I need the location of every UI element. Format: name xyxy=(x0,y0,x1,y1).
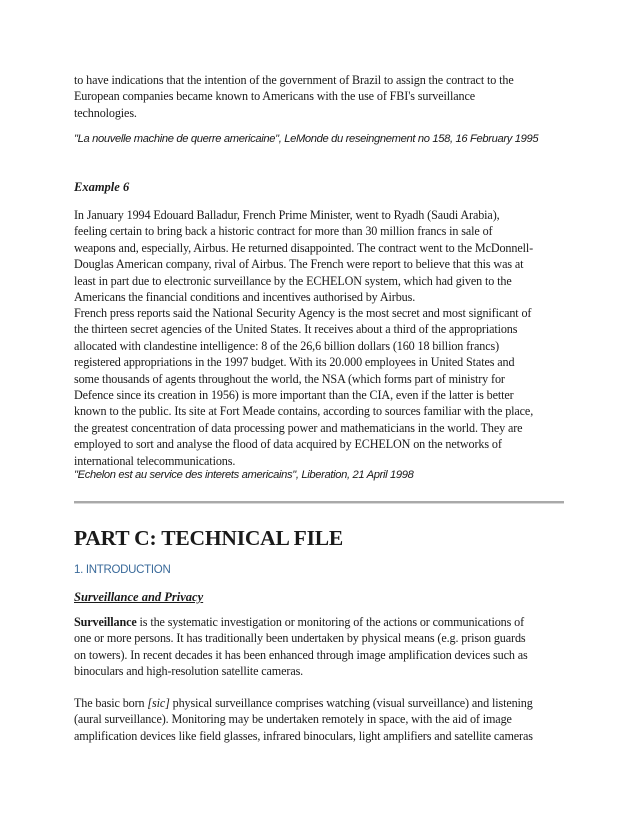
paragraph-surveillance xyxy=(74,614,566,680)
source-citation-lemonde xyxy=(74,132,566,146)
text-line: feeling certain to bring back a historic contract for more than 30 million francs in sale of xyxy=(74,224,493,239)
subheading-text: Surveillance and Privacy xyxy=(74,590,204,604)
text-span: The basic born xyxy=(74,696,148,710)
paragraph-balladur xyxy=(74,207,566,305)
text-line: technologies. xyxy=(74,105,137,120)
source-citation-liberation xyxy=(74,468,566,482)
paragraph-basic-surveillance xyxy=(74,695,566,744)
paragraph-nsa xyxy=(74,305,566,469)
text-line: registered appropriations in the 1997 budget. With its 20.000 employees in United States and xyxy=(74,355,515,370)
part-title xyxy=(74,526,566,550)
text-line: employed to sort and analyse the flood of data acquired by ECHELON on the networks of xyxy=(74,437,502,452)
text-line: weapons and, especially, Airbus. He returned disappointed. The contract went to the McDonnell- xyxy=(74,240,534,255)
text-line: Defence since its creation in 1956) is more important than the CIA, even if the latter is better xyxy=(74,388,514,403)
text-line: Douglas American company, rival of Airbus. The French were report to believe that this was at xyxy=(74,257,524,272)
text-line: allocated with clandestine intelligence: 8 of the 26,6 billion dollars (160 18 billion francs) xyxy=(74,338,499,353)
section-heading xyxy=(74,564,566,576)
text-line: least in part due to electronic surveillance by the ECHELON system, which had given to the xyxy=(74,273,512,288)
part-title-text: PART C: TECHNICAL FILE xyxy=(74,526,344,550)
text-line xyxy=(74,695,566,711)
subheading xyxy=(74,590,566,605)
text-line: In January 1994 Edouard Balladur, French Prime Minister, went to Ryadh (Saudi Arabia), xyxy=(74,208,500,222)
text-line: (aural surveillance). Monitoring may be undertaken remotely in space, with the aid of image xyxy=(74,712,512,727)
text-span: is the systematic investigation or monitoring of the actions or communications of xyxy=(136,615,524,629)
text-line: international telecommunications. xyxy=(74,453,236,468)
text-line: French press reports said the National Security Agency is the most secret and most significant of xyxy=(74,306,532,320)
text-line: some thousands of agents throughout the world, the NSA (which forms part of ministry for xyxy=(74,371,505,386)
text-line xyxy=(74,614,566,630)
text-line: European companies became known to Americans with the use of FBI's surveillance xyxy=(74,89,475,104)
text-line: amplification devices like field glasses, infrared binoculars, light amplifiers and satellite cameras xyxy=(74,728,533,743)
term-surveillance: Surveillance xyxy=(74,615,137,629)
paragraph-brazil-contract xyxy=(74,72,566,121)
text-line: Americans the financial conditions and incentives authorised by Airbus. xyxy=(74,290,416,305)
citation-text: "Echelon est au service des interets americains", Liberation, 21 April 1998 xyxy=(74,469,414,481)
text-line: known to the public. Its site at Fort Meade contains, according to sources familiar with the place, xyxy=(74,404,534,419)
example-heading xyxy=(74,180,566,195)
horizontal-divider xyxy=(74,501,564,504)
text-line: binoculars and high-resolution satellite cameras. xyxy=(74,664,304,679)
text-line: the greatest concentration of data processing power and mathematicians in the world. They are xyxy=(74,420,523,435)
text-span: physical surveillance comprises watching (visual surveillance) and listening xyxy=(169,696,533,710)
text-line: to have indications that the intention of the government of Brazil to assign the contract to the xyxy=(74,73,514,87)
section-heading-text: 1. INTRODUCTION xyxy=(74,564,171,576)
text-line: on towers). In recent decades it has been enhanced through image amplification devices such as xyxy=(74,647,528,662)
citation-text: "La nouvelle machine de querre americaine", LeMonde du reseingnement no 158, 16 February 1995 xyxy=(74,133,539,145)
sic-marker: [sic] xyxy=(147,696,170,710)
text-line: the thirteen secret agencies of the United States. It receives about a third of the appropriations xyxy=(74,322,518,337)
example-heading-text: Example 6 xyxy=(74,180,130,194)
text-line: one or more persons. It has traditionally been undertaken by physical means (e.g. prison guards xyxy=(74,631,526,646)
